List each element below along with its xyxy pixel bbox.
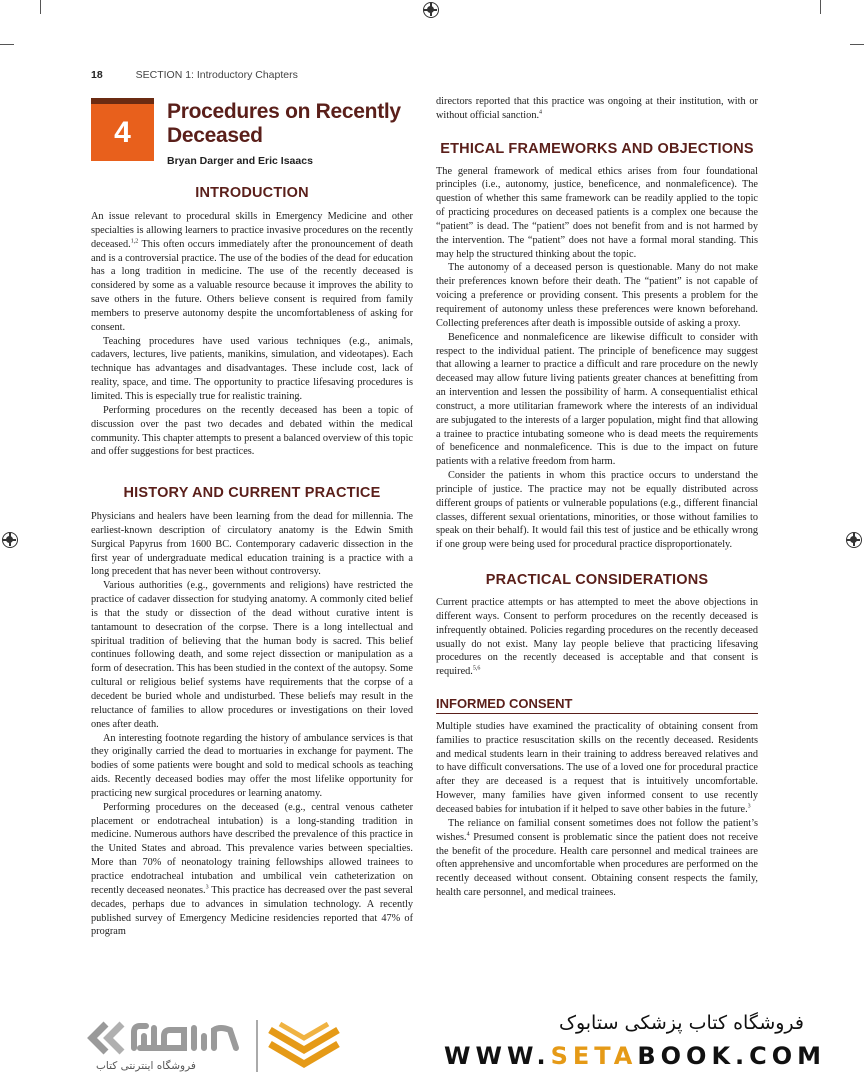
text: Performing procedures on the deceased (e.g., central venous catheter placement or endotracheal intubation) is a long-standing tradition in medicine. Numerous authors have described the prevalence of this practice in the United States and abroad. This prevalence varies between specialties. More than 70% of neonatology training fellowships allowed trainees to practice endotracheal intubation and umbilical vein catheterization on recently deceased neonates. <box>91 801 413 896</box>
text: Presumed consent is problematic since the patient does not receive the benefit of the procedure. Health care personnel and medical trainees are often apprehensive and uncomfortable when procedures are performed on the recently deceased without consent. Obtaining consent respects the family, health care personnel, and medical trainees. <box>436 831 758 899</box>
paragraph: Teaching procedures have used various techniques (e.g., animals, cadavers, lectures, live patients, manikins, simulation, and videotapes). Each technique has advantages and disadvantages. These include cost, lack of reality, space, and time. The opportunity to practice lifesaving procedures is limited. This is especially true for realistic training. <box>91 335 413 402</box>
citation: 1,2 <box>130 238 139 245</box>
chapter-authors: Bryan Darger and Eric Isaacs <box>167 155 313 167</box>
store-name: فروشگاه کتاب پزشکی ستابوک <box>558 1012 804 1034</box>
crop-mark <box>850 44 864 45</box>
registration-mark-icon <box>846 532 862 548</box>
citation: 4 <box>466 831 470 838</box>
heading-introduction: INTRODUCTION <box>195 185 309 201</box>
store-url <box>444 1042 826 1070</box>
paragraph: Performing procedures on the recently deceased has been a topic of discussion over the past two decades and debated within the medical community. This chapter attempts to present a balanced overview of this topic and offer suggestions for best practices. <box>91 404 413 458</box>
crop-mark <box>820 0 821 14</box>
paragraph <box>436 95 758 123</box>
logo-subtitle: فروشگاه اینترنتی کتاب <box>96 1060 196 1072</box>
citation: 5,6 <box>472 665 481 672</box>
book-stack-icon <box>266 1020 342 1074</box>
setabook-logo-icon <box>84 1018 254 1060</box>
paragraph: Consider the patients in whom this practice occurs to understand the principle of justice. The practice may not be equally distributed across different groups of patients or vulnerable populations (e.g., different financial classes, different sexual orientations, minorities, or those without families to speak on their behalf). It would fail this test of justice and be ethically wrong if one group were being used for procedural practice disproportionately. <box>436 470 758 551</box>
registration-mark-icon <box>423 2 439 18</box>
text: This often occurs immediately after the pronouncement of death and is a controversial practice. The use of the bodies of the dead for education has a long tradition in medicine. The use of the recently deceased is considered by some as a valuable resource because it improves the ability to save others in the future. Others believe consent is required from family members to preserve autonomy despite the uncomfortableness of asking for consent. <box>91 238 413 333</box>
url-part-accent: SETA <box>550 1042 638 1070</box>
text: directors reported that this practice was ongoing at their institution, with or without official sanction. <box>436 96 758 121</box>
paragraph <box>436 720 758 817</box>
paragraph: The general framework of medical ethics arises from four foundational principles (i.e., autonomy, justice, beneficence, and nonmaleficence). The question of whether this same framework can be readily applied to the topic of practicing procedures on deceased patients is a complex one because the “patient” is dead. The “patient” does not benefit from and is not harmed by the intervention. The “patient” does not have a formal moral standing. This may help the structured thinking about the topic. <box>436 165 758 260</box>
paragraph: An interesting footnote regarding the history of ambulance services is that they originally carried the dead to mortuaries in exchange for payment. The bodies of some patients were bought and sold to medical schools as teaching aids. Recently deceased bodies may offer the most lifelike opportunity for practicing new surgical procedures or learning anatomy. <box>91 732 413 799</box>
text: This practice has decreased over the past several decades, perhaps due to advances in simulation technology. A recently published survey of Emergency Medicine residencies reported that 47% of program <box>91 884 413 938</box>
url-part: BOOK.COM <box>637 1042 827 1070</box>
paragraph: Physicians and healers have been learning from the dead for millennia. The earliest-known description of circulatory anatomy is the Edwin Smith Surgical Papyrus from 1600 BC. Contemporary cadaveric dissection in the first year of undergraduate medical education training is a practice with a long precedent that has never been without controversy. <box>91 511 413 578</box>
text: The reliance on familial consent sometimes does not follow the patient’s wishes. <box>436 817 758 843</box>
heading-informed-consent: INFORMED CONSENT <box>436 697 758 714</box>
paragraph <box>436 596 758 679</box>
url-part: WWW. <box>444 1042 551 1070</box>
running-header <box>91 69 298 81</box>
paragraph: Beneficence and nonmaleficence are likewise difficult to consider with respect to the individual patient. The principle of beneficence may suggest that allowing a learner to practice a difficult and rare procedure on the newly deceased may allow future living patients greater chances at benefitting from an intervention and lessen the possibility of harm. A consequentialist ethical construct, a more utilitarian framework where the interests of an individual are subjugated to the interests of a larger population, might find that allowing a trainee to practice intubating someone who is dead meets the requirements of beneficence and nonmaleficence. This is due to the impact on future patients with a relative freedom from harm. <box>436 331 758 468</box>
chapter-title: Procedures on Recently Deceased <box>167 100 401 147</box>
citation: 4 <box>539 109 543 116</box>
section-title: SECTION 1: Introductory Chapters <box>135 69 298 81</box>
paragraph: Various authorities (e.g., governments and religions) have restricted the practice of cadaver dissection for studying anatomy. A commonly cited belief is that the study or dissection of the dead without curative intent is tantamount to desecration of the corpse. There is a long intellectual and spiritual tradition of believing that the human body is sacred. This belief continues following death, and some reject dissection or manipulation as a form of desecration. This has been studied in the context of the autopsy. Some cultural or religious belief systems have requirements that the corpse of a decedent be buried whole and undisturbed. These beliefs may result in the reluctance of families to allow procedures or investigations on their loved ones after death. <box>91 580 413 730</box>
registration-mark-icon <box>2 532 18 548</box>
crop-mark <box>0 44 14 45</box>
heading-practical: PRACTICAL CONSIDERATIONS <box>485 572 709 589</box>
chapter-number: 4 <box>114 116 131 149</box>
text: Current practice attempts or has attempted to meet the above objections in different ways. Consent to perform procedures on the recently deceased is infrequently obtained. Policies regarding procedures on the recently deceased usually do not exist. Many lay people believe that practicing lifesaving procedures on the recently deceased is acceptable and that consent is required. <box>436 597 758 678</box>
left-column <box>91 210 413 939</box>
page-number: 18 <box>91 69 103 81</box>
paragraph <box>91 801 413 939</box>
chapter-number-box <box>91 98 154 161</box>
heading-ethics: ETHICAL FRAMEWORKS AND OBJECTIONS <box>440 140 754 157</box>
citation: 3 <box>747 803 751 810</box>
paragraph <box>436 817 758 900</box>
heading-history: HISTORY AND CURRENT PRACTICE <box>123 485 381 502</box>
text: An issue relevant to procedural skills in Emergency Medicine and other specialties is allowing learners to practice invasive procedures on the recently deceased. <box>91 211 413 250</box>
crop-mark <box>40 0 41 14</box>
text: Multiple studies have examined the practicality of obtaining consent from families to practice resuscitation skills on the recently deceased. Residents and medical students learn in their training to address bereaved relatives and to have difficult conversations. The use of a loved one for procedural practice after they are deceased is a request that is intuitively uncomfortable. However, many families have given informed consent to use recently deceased babies for intubation if it helped to save other babies in the future. <box>436 720 758 815</box>
paragraph: The autonomy of a deceased person is questionable. Many do not make their preferences known before their death. The “patient” is not capable of voicing a preference or providing consent. This presents a problem for the requirement of autonomy unless these preferences were known beforehand. Collecting preferences after death is impossible outside of asking a proxy. <box>436 262 758 329</box>
citation: 3 <box>205 884 209 891</box>
logo-divider <box>256 1020 258 1072</box>
right-column <box>436 95 758 900</box>
paragraph <box>91 210 413 335</box>
